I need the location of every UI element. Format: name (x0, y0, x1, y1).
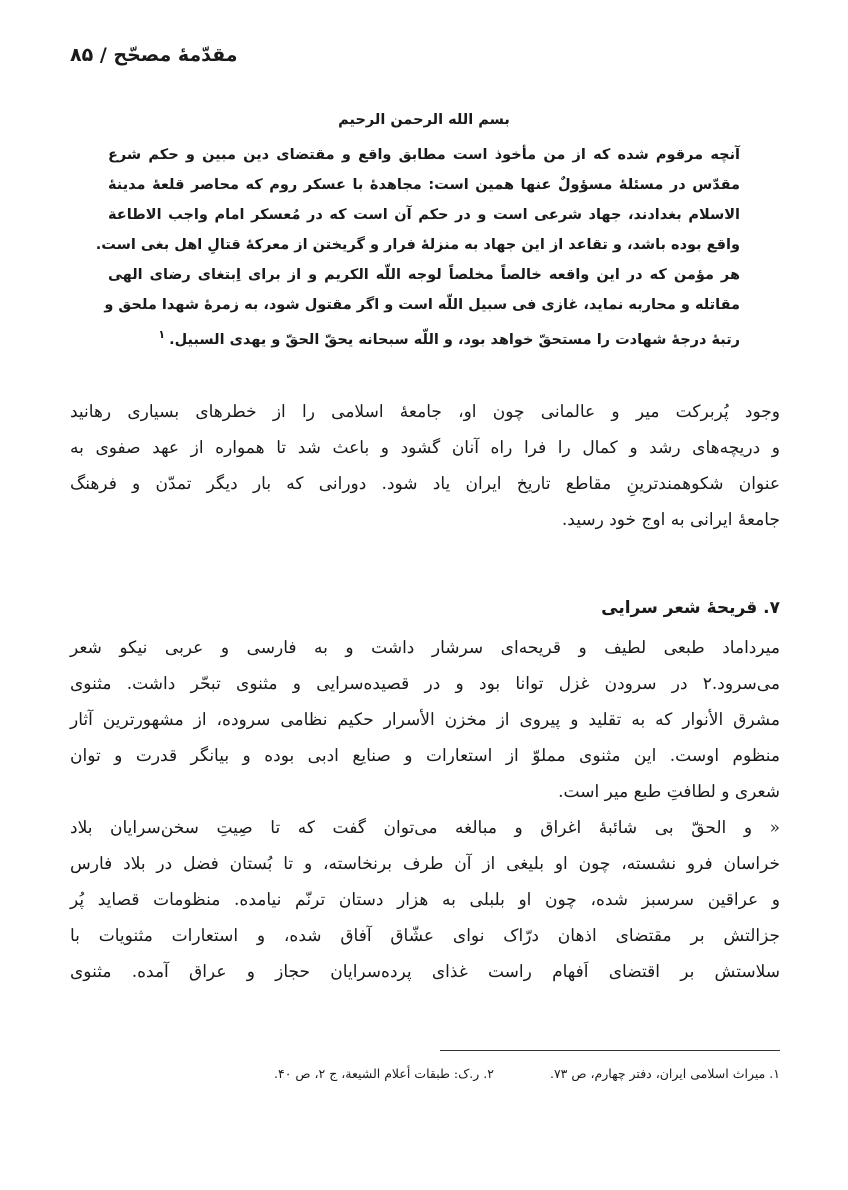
paragraph-2-3 (70, 630, 780, 990)
paragraph-line: « و الحقّ بی شائبهٔ اغراق و مبالغه می‌توان گفت که تا صِیتِ سخن‌سرایان بلاد (70, 818, 780, 838)
paragraph-1 (70, 394, 780, 538)
paragraph-line: جامعهٔ ایرانی به اوج خود رسید. (561, 510, 780, 530)
footnote-1: ۱. میراث اسلامی ایران، دفتر چهارم، ص ۷۳. (549, 1066, 780, 1081)
running-header: مقدّمهٔ مصحّح / ۸۵ (70, 44, 238, 66)
quote-line-last (108, 320, 740, 350)
paragraph-line: سلاستش بر اقتضای اَفهام راست غذای پرده‌سرایان حجاز و عراق آمده. مثنوی (70, 962, 780, 982)
footnote-marker: ۱ (158, 328, 166, 341)
paragraph-line: عنوان شکوهمندترینِ مقاطع تاریخ ایران یاد شود. دورانی که بار دیگر تمدّن و فرهنگ (70, 474, 780, 494)
quote-line: واقع بوده باشد، و تقاعد از این جهاد به منزلهٔ فرار و گریختن از معرکهٔ قتالِ اهل بغی است. (95, 237, 740, 253)
paragraph-line: می‌سرود.۲ در سرودن غزل توانا بود و در قصیده‌سرایی و مثنوی تبحّر داشت. مثنوی (70, 674, 780, 694)
quote-line: مقدّس در مسئلهٔ مسؤولٌ عنها همین است: مجاهدهٔ با عسکر روم که محاصر قلعهٔ مدینهٔ (108, 177, 740, 193)
footnote-2: ۲. ر.ک: طبقات أعلام الشیعة، ج ۲، ص ۴۰. (274, 1066, 494, 1081)
paragraph-line: مشرق الأنوار که به تقلید و پیروی از مخزن الأسرار حکیم نظامی سروده، از مشهورترین آثار (70, 710, 780, 730)
quote-line: هر مؤمن که در این واقعه خالصاً مخلصاً لوجه اللّه الکریم و از برای اِبتغای رضای الهی (108, 267, 740, 283)
quote-line: مقاتله و محاربه نماید، غازی فی سبیل اللّه است و اگر مقتول شود، به زمرهٔ شهدا ملحق و (104, 297, 740, 313)
quote-line: رتبهٔ درجهٔ شهادت را مستحقّ خواهد بود، و اللّه سبحانه یحقّ الحقّ و یهدی السبیل. (169, 331, 740, 348)
paragraph-line: و دریچه‌های رشد و کمال را فرا راه آنان گشود و باعث شد تا همواره از عهد صفوی به (70, 438, 780, 458)
quote-line: آنچه مرقوم شده که از من مأخوذ است مطابق واقع و مقتضای دین مبین و حکم شرع (108, 147, 740, 163)
paragraph-line: منظوم اوست. این مثنوی مملوّ از استعارات و صنایع ادبی بوده و بیانگر قدرت و توان (70, 746, 780, 766)
paragraph-line: شعری و لطافتِ طبع میر است. (558, 782, 780, 802)
paragraph-line: میرداماد طبعی لطیف و قریحه‌ای سرشار داشت و به فارسی و عربی نیکو شعر (70, 638, 780, 658)
footnotes (180, 1066, 780, 1081)
paragraph-line: خراسان فرو نشسته، چون او بلیغی از آن طرف برنخاسته، و تا بُستان فضل در بلاد فارس (70, 854, 780, 874)
paragraph-line: و عراقین سرسبز شده، چون او بلبلی به هزار دستان ترنّم نیامده. منظومات قصاید پُر (70, 890, 780, 910)
paragraph-line: وجود پُربرکت میر و عالمانی چون او، جامعهٔ اسلامی را از خطرهای بسیاری رهانید (70, 402, 780, 422)
footnote-divider (440, 1050, 780, 1051)
basmala: بسم الله الرحمن الرحیم (338, 112, 510, 128)
section-heading: ۷. قریحهٔ شعر سرایی (601, 598, 780, 618)
quoted-fatwa (95, 112, 740, 350)
quote-line: الاسلام بغدادند، جهاد شرعی است و در حکم آن است که در مُعسکر امام واجب الاطاعة (108, 207, 740, 223)
paragraph-line: جزالتش بر مقتضای اذهان درّاک نوای عشّاق آفاق شده، و استعارات مثنویات با (70, 926, 780, 946)
